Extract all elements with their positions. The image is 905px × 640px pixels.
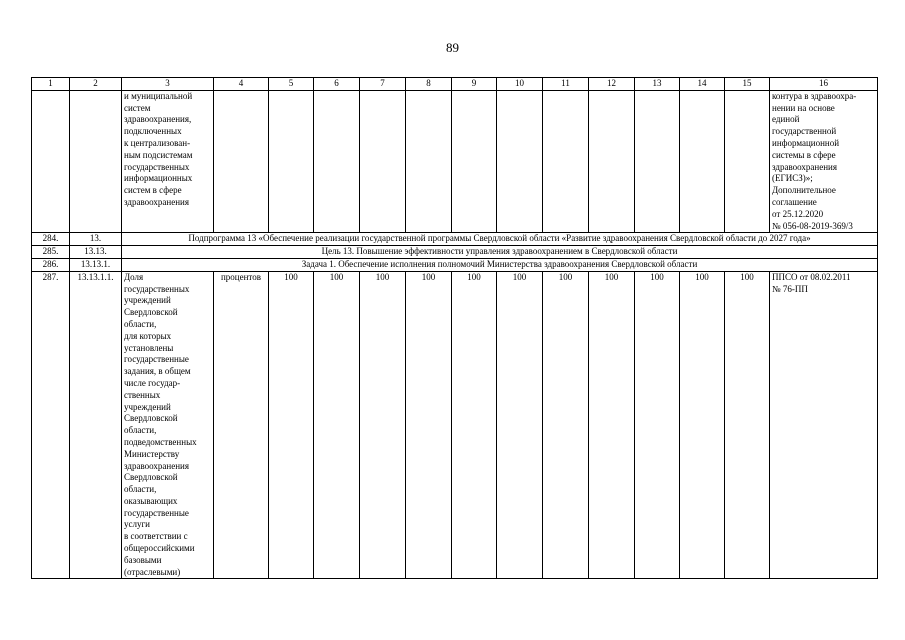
value-cell: 100 bbox=[452, 271, 497, 579]
indicator-row bbox=[32, 271, 878, 579]
column-number: 8 bbox=[406, 78, 452, 91]
task-title: Задача 1. Обеспечение исполнения полномочий Министерства здравоохранения Свердловской области bbox=[122, 258, 878, 271]
indicator-name: Доля государственных учреждений Свердловской области, для которых установлены государственные задания, в общем числе государ- ственных учреждений Свердловской области, подведомственных Министерству здравоохранения Свердловской области, оказывающих государственные услуги в соответствии с общероссийскими базовыми (отраслевыми) bbox=[122, 271, 214, 579]
unit-of-measure: процентов bbox=[214, 271, 269, 579]
row-number: 285. bbox=[32, 246, 70, 259]
value-cell: 100 bbox=[680, 271, 725, 579]
column-number: 14 bbox=[680, 78, 725, 91]
page-number: 89 bbox=[446, 40, 459, 55]
row-code: 13.13.1. bbox=[70, 258, 122, 271]
row-code: 13.13. bbox=[70, 246, 122, 259]
indicator-source: ППСО от 08.02.2011 № 76-ПП bbox=[770, 271, 878, 579]
column-number: 15 bbox=[725, 78, 770, 91]
goal-title: Цель 13. Повышение эффективности управления здравоохранением в Свердловской области bbox=[122, 246, 878, 259]
row-code: 13.13.1.1. bbox=[70, 271, 122, 579]
column-number: 16 bbox=[770, 78, 878, 91]
continued-source: контура в здравоохра- нении на основе единой государственной информационной системы в сфере здравоохранения (ЕГИСЗ)»; Дополнительное соглашение от 25.12.2020 № 056-08-2019-369/3 bbox=[770, 90, 878, 233]
table-row bbox=[32, 258, 878, 271]
row-number: 284. bbox=[32, 233, 70, 246]
row-number: 286. bbox=[32, 258, 70, 271]
column-number-row bbox=[32, 78, 878, 91]
column-number: 3 bbox=[122, 78, 214, 91]
column-number: 12 bbox=[589, 78, 635, 91]
column-number: 4 bbox=[214, 78, 269, 91]
value-cell: 100 bbox=[725, 271, 770, 579]
indicators-table bbox=[31, 77, 878, 579]
column-number: 13 bbox=[635, 78, 680, 91]
value-cell: 100 bbox=[360, 271, 406, 579]
row-number: 287. bbox=[32, 271, 70, 579]
column-number: 5 bbox=[269, 78, 314, 91]
value-cell: 100 bbox=[497, 271, 543, 579]
row-code: 13. bbox=[70, 233, 122, 246]
column-number: 11 bbox=[543, 78, 589, 91]
value-cell: 100 bbox=[635, 271, 680, 579]
value-cell: 100 bbox=[314, 271, 360, 579]
subprogram-title: Подпрограмма 13 «Обеспечение реализации государственной программы Свердловской области «Развитие здравоохранения Свердловской области до 2027 года» bbox=[122, 233, 878, 246]
value-cell: 100 bbox=[269, 271, 314, 579]
table-row bbox=[32, 233, 878, 246]
column-number: 10 bbox=[497, 78, 543, 91]
column-number: 2 bbox=[70, 78, 122, 91]
value-cell: 100 bbox=[589, 271, 635, 579]
continued-indicator-name: и муниципальной систем здравоохранения, подключенных к централизован- ным подсистемам государственных информационных систем в сфере здравоохранения bbox=[122, 90, 214, 233]
column-number: 6 bbox=[314, 78, 360, 91]
table-row bbox=[32, 246, 878, 259]
column-number: 1 bbox=[32, 78, 70, 91]
value-cell: 100 bbox=[543, 271, 589, 579]
column-number: 7 bbox=[360, 78, 406, 91]
column-number: 9 bbox=[452, 78, 497, 91]
continued-row bbox=[32, 90, 878, 233]
value-cell: 100 bbox=[406, 271, 452, 579]
